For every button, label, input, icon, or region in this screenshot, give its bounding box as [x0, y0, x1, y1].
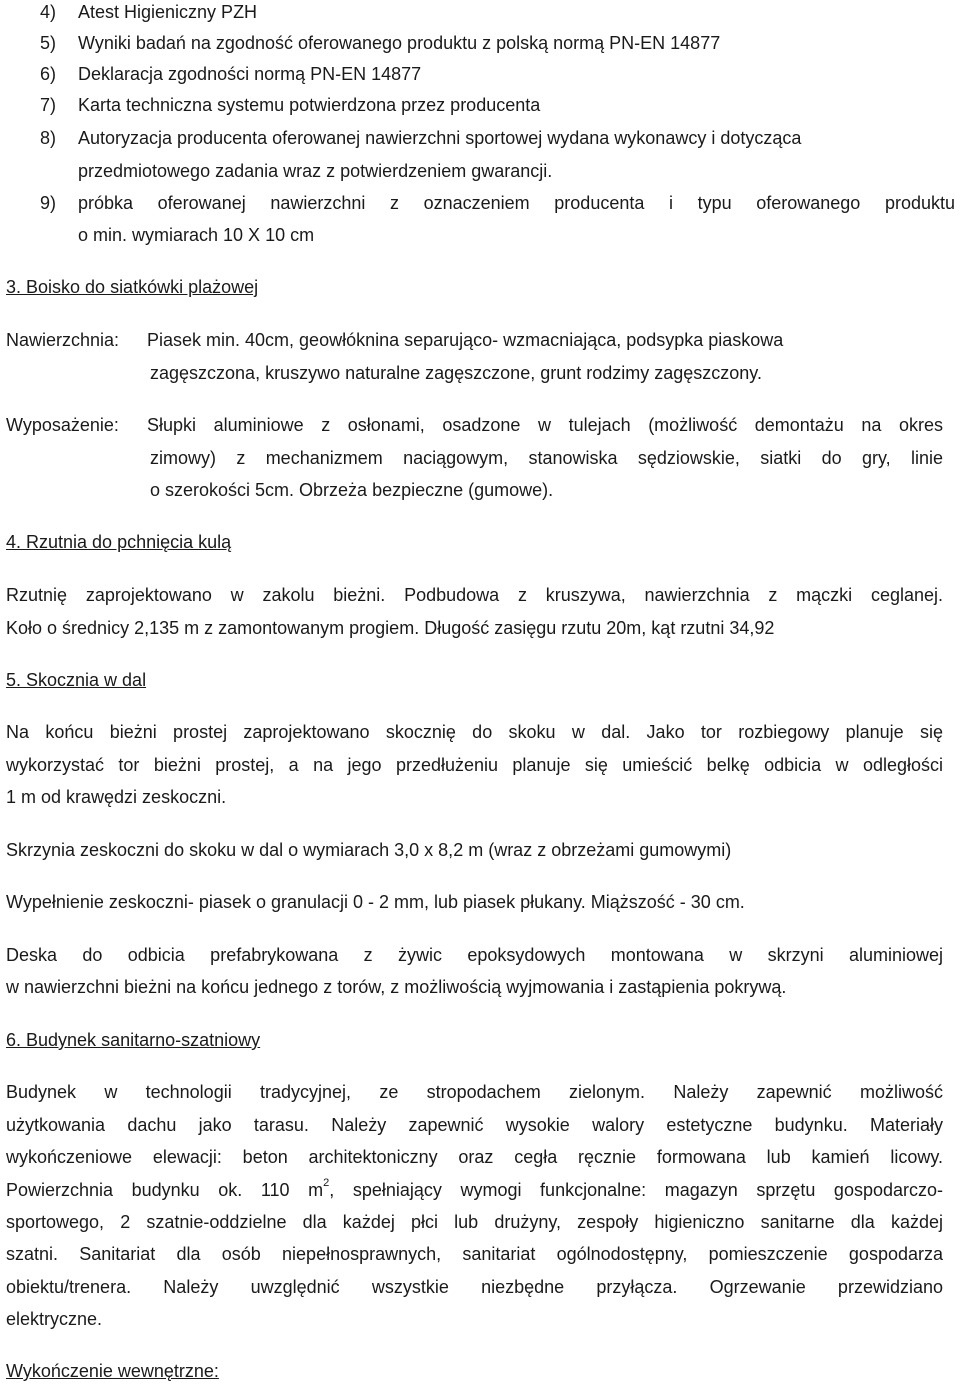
equipment-text: Słupki aluminiowe z osłonami, osadzone w tulejach (możliwość demontażu na okres — [147, 415, 943, 435]
section-heading: 3. Boisko do siatkówki plażowej — [6, 277, 259, 297]
surface-text: zagęszczona, kruszywo naturalne zagęszczone, grunt rodzimy zagęszczony. — [150, 363, 762, 383]
section-heading: 6. Budynek sanitarno-szatniowy — [6, 1030, 261, 1050]
paragraph-line: 1 m od krawędzi zeskoczni. — [6, 787, 227, 807]
paragraph-line: wykończeniowe elewacji: beton architektoniczny oraz cegła ręcznie formowana lub kamień licowy. — [6, 1147, 943, 1167]
list-item-continuation: przedmiotowego zadania wraz z potwierdzeniem gwarancji. — [78, 161, 553, 181]
paragraph-line: Wypełnienie zeskoczni- piasek o granulacji 0 - 2 mm, lub piasek płukany. Miąższość - 30 cm. — [6, 892, 745, 912]
paragraph-line: elektryczne. — [6, 1309, 103, 1329]
equipment-label: Wyposażenie: — [6, 415, 119, 435]
equipment-text: o szerokości 5cm. Obrzeża bezpieczne (gumowe). — [150, 480, 554, 500]
section-heading: 5. Skocznia w dal — [6, 670, 147, 690]
list-item: 5) Wyniki badań na zgodność oferowanego produktu z polską normą PN-EN 14877 — [40, 33, 721, 53]
paragraph-line: wykorzystać tor bieżni prostej, a na jego przedłużeniu planuje się umieścić belkę odbicia w odległości — [6, 755, 943, 775]
list-item: 4) Atest Higieniczny PZH — [40, 2, 258, 22]
paragraph-line: Na końcu bieżni prostej zaprojektowano skocznię do skoku w dal. Jako tor rozbiegowy planuje się — [6, 722, 943, 742]
surface-label: Nawierzchnia: — [6, 330, 120, 350]
subsection-heading: Wykończenie wewnętrzne: — [6, 1361, 219, 1381]
surface-text: Piasek min. 40cm, geowłóknina separująco- wzmacniająca, podsypka piaskowa — [147, 330, 784, 350]
paragraph-line: Budynek w technologii tradycyjnej, ze stropodachem zielonym. Należy zapewnić możliwość — [6, 1082, 943, 1102]
paragraph-line: Deska do odbicia prefabrykowana z żywic epoksydowych montowana w skrzyni aluminiowej — [6, 945, 943, 965]
equipment-text: zimowy) z mechanizmem naciągowym, stanowiska sędziowskie, siatki do gry, linie — [150, 448, 943, 468]
paragraph-line: szatni. Sanitariat dla osób niepełnosprawnych, sanitariat ogólnodostępny, pomieszczenie gospodarza — [6, 1244, 943, 1264]
list-item-continuation: o min. wymiarach 10 X 10 cm — [78, 225, 315, 245]
paragraph-line: Koło o średnicy 2,135 m z zamontowanym progiem. Długość zasięgu rzutu 20m, kąt rzutni 34,92 — [6, 618, 775, 638]
paragraph-line: Rzutnię zaprojektowano w zakolu bieżni. Podbudowa z kruszywa, nawierzchnia z mączki ceglanej. — [6, 585, 943, 605]
paragraph-line: Powierzchnia budynku ok. 110 $m^2$, spełniający wymogi funkcjonalne: magazyn sprzętu gospodarczo- — [6, 1177, 943, 1200]
list-item: 7) Karta techniczna systemu potwierdzona przez producenta — [40, 95, 541, 115]
paragraph-line: w nawierzchni bieżni na końcu jednego z torów, z możliwością wyjmowania i zastąpienia pokrywą. — [6, 977, 787, 997]
paragraph-line: użytkowania dachu jako tarasu. Należy zapewnić wysokie walory estetyczne budynku. Materiały — [6, 1115, 943, 1135]
section-heading: 4. Rzutnia do pchnięcia kulą — [6, 532, 232, 552]
paragraph-line: sportowego, 2 szatnie-oddzielne dla każdej płci lub drużyny, zespoły higieniczno sanitarne dla każdej — [6, 1212, 943, 1232]
list-item: 9) próbka oferowanej nawierzchni z oznaczeniem producenta i typu oferowanego produktu — [40, 193, 955, 213]
paragraph-line: Skrzynia zeskoczni do skoku w dal o wymiarach 3,0 x 8,2 m (wraz z obrzeżami gumowymi) — [6, 840, 732, 860]
list-item: 8) Autoryzacja producenta oferowanej nawierzchni sportowej wydana wykonawcy i dotycząca — [40, 128, 802, 148]
superscript: 2 — [323, 1177, 330, 1189]
paragraph-line: obiektu/trenera. Należy uwzględnić wszystkie niezbędne przyłącza. Ogrzewanie przewidziano — [6, 1277, 943, 1297]
list-item: 6) Deklaracja zgodności normą PN-EN 14877 — [40, 64, 422, 84]
